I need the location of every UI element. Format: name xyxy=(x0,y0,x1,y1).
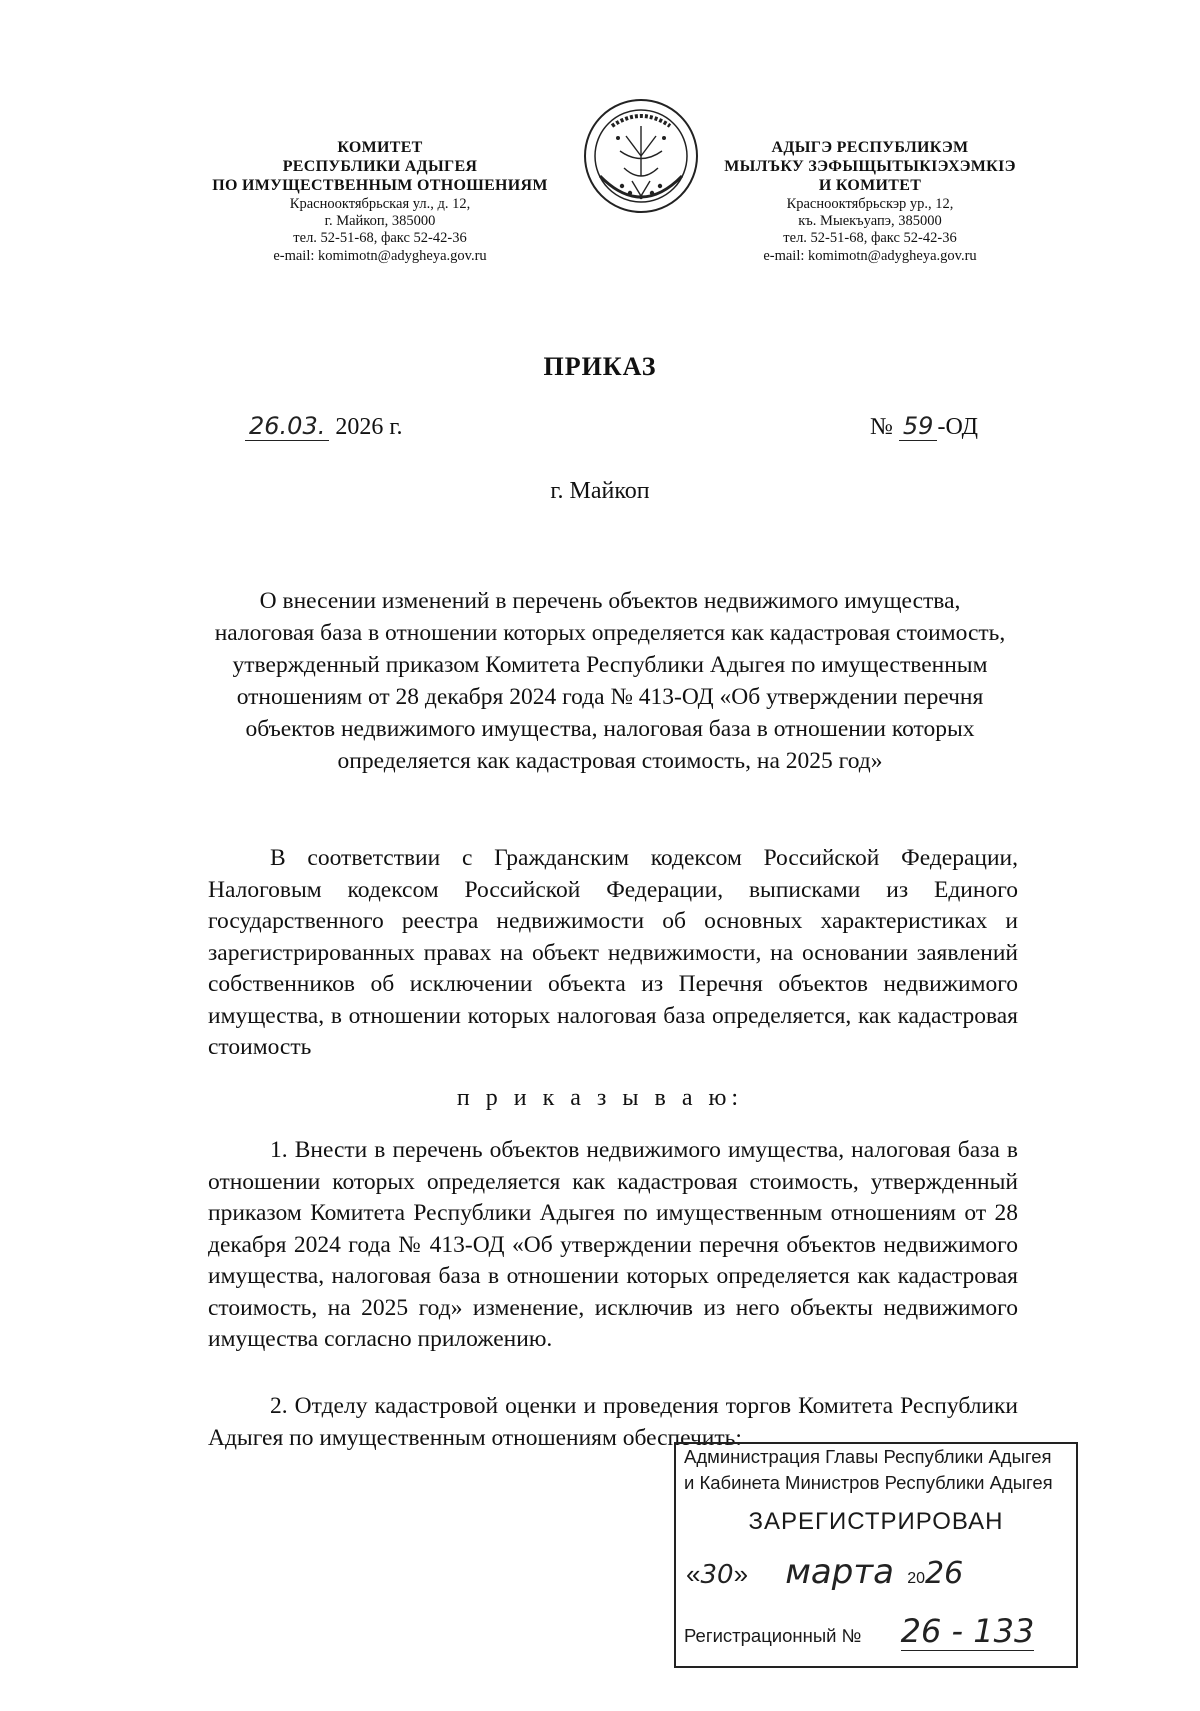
stamp-year-handwritten: 26 xyxy=(925,1556,964,1591)
order-item-1: 1. Внести в перечень объектов недвижимого имущества, налоговая база в отношении которых определяется как кадастровая стоимость, утвержденный приказом Комитета Республики Адыгея по имущественным отношениям от 28 декабря 2024 года № 413-ОД «Об утверждении перечня объектов недвижимого имущества, налоговая база в отношении которых определяется как кадастровая стоимость, на 2025 год» изменение, исключив из него объекты недвижимого имущества согласно приложению. xyxy=(208,1137,1018,1352)
stamp-year-prefix: 20 xyxy=(907,1570,925,1587)
stamp-day-handwritten: 30 xyxy=(700,1560,734,1590)
address-line: Краснооктябрьская ул., д. 12, xyxy=(289,195,471,212)
header-right xyxy=(705,138,1035,265)
registration-stamp xyxy=(674,1442,1078,1668)
stamp-status: ЗАРЕГИСТРИРОВАН xyxy=(748,1508,1004,1535)
org-name-line: МЫЛЪКУ ЗЭФЫЩЫТЫКIЭХЭМКIЭ xyxy=(724,158,1016,176)
stamp-date: «30» марта 2026 xyxy=(686,1552,964,1592)
document-date xyxy=(245,412,402,441)
address-line: къ. Мыекъуапэ, 385000 xyxy=(798,212,942,229)
stamp-line-2: и Кабинета Министров Республики Адыгея xyxy=(684,1472,1053,1493)
stamp-reg-row xyxy=(684,1612,1034,1650)
stamp-reg-number-handwritten: 26 - 133 xyxy=(900,1612,1035,1650)
address-line: г. Майкоп, 385000 xyxy=(324,212,436,229)
document-title: ПРИКАЗ xyxy=(543,352,657,381)
stamp-line-1: Администрация Главы Республики Адыгея xyxy=(684,1446,1052,1467)
org-name-line: КОМИТЕТ xyxy=(337,139,423,156)
number-prefix: № xyxy=(870,414,893,440)
header-left xyxy=(200,138,560,265)
email-line: e-mail: komimotn@adygheya.gov.ru xyxy=(763,247,977,264)
org-name-line: И КОМИТЕТ xyxy=(818,177,922,195)
order-item-2: 2. Отделу кадастровой оценки и проведения торгов Комитета Республики Адыгея по имущественным отношениям обеспечить: xyxy=(208,1393,1018,1451)
order-word: п р и к а з ы в а ю: xyxy=(456,1085,744,1111)
address-line: Краснооктябрьскэр ур., 12, xyxy=(786,195,954,212)
org-name-line: ПО ИМУЩЕСТВЕННЫМ ОТНОШЕНИЯМ xyxy=(212,177,548,195)
email-line: e-mail: komimotn@adygheya.gov.ru xyxy=(273,247,487,264)
stamp-month-handwritten: марта xyxy=(785,1552,894,1592)
document-subject: О внесении изменений в перечень объектов недвижимого имущества, налоговая база в отношении которых определяется как кадастровая стоимость, утвержденный приказом Комитета Республики Адыгея по имущественным отношениям от 28 декабря 2024 года № 413-ОД «Об утверждении перечня объектов недвижимого имущества, налоговая база в отношении которых определяется как кадастровая стоимость, на 2025 год» xyxy=(214,588,1006,774)
address-line: тел. 52-51-68, факс 52-42-36 xyxy=(783,230,957,247)
org-name-line: РЕСПУБЛИКИ АДЫГЕЯ xyxy=(282,158,478,176)
document-city: г. Майкоп xyxy=(550,478,650,504)
stamp-reg-label: Регистрационный № xyxy=(684,1625,862,1646)
number-handwritten: 59 xyxy=(899,412,938,441)
number-suffix: -ОД xyxy=(937,414,978,440)
document-number xyxy=(870,412,978,441)
coat-of-arms-icon xyxy=(582,96,700,216)
org-name-line: АДЫГЭ РЕСПУБЛИКЭМ xyxy=(771,139,969,156)
preamble-paragraph: В соответствии с Гражданским кодексом Российской Федерации, Налоговым кодексом Российской Федерации, выписками из Единого государственного реестра недвижимости об основных характеристиках и зарегистрированных правах на объект недвижимости, на основании заявлений собственников об исключении объекта из Перечня объектов недвижимого имущества, в отношении которых налоговая база определяется, как кадастровая стоимость xyxy=(208,845,1018,1060)
address-line: тел. 52-51-68, факс 52-42-36 xyxy=(293,230,467,247)
date-handwritten: 26.03. xyxy=(245,412,329,441)
date-year: 2026 г. xyxy=(335,414,403,440)
